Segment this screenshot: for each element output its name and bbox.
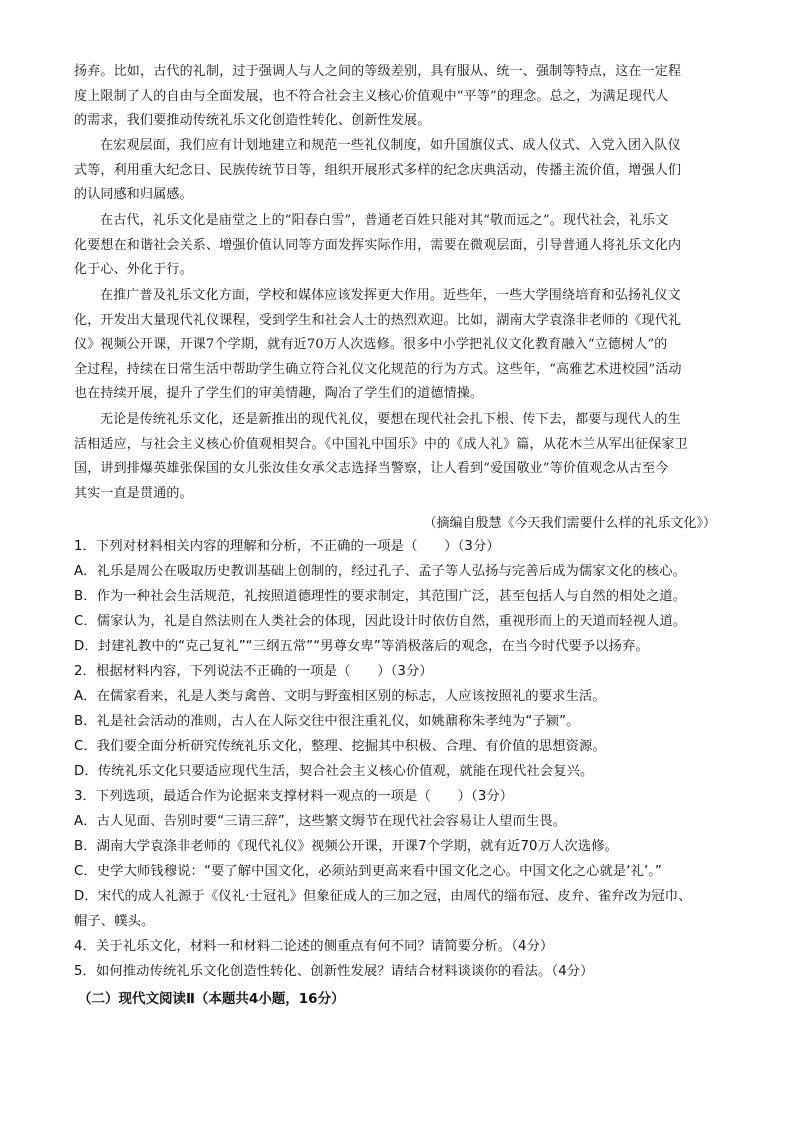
question-option-continued: 帽子、幞头。 (74, 914, 155, 929)
question-2: 2．根据材料内容，下列说法不正确的一项是（ ）（3分） (74, 664, 433, 679)
question-5: 5．如何推动传统礼乐文化创造性转化、创新性发展？请结合材料谈谈你的看法。（4分） (74, 964, 594, 979)
question-option: B．礼是社会活动的准则，古人在人际交往中很注重礼仪，如姚鼐称朱孝纯为“子颍”。 (74, 714, 580, 729)
question-option: C．儒家认为，礼是自然法则在人类社会的体现，因此设计时依仿自然，重视形而上的天道而轻视人道。 (74, 614, 687, 629)
question-3: 3．下列选项，最适合作为论据来支撑材料一观点的一项是（ ）（3分） (74, 789, 514, 804)
text-line: 在推广普及礼乐文化方面，学校和媒体应该发挥更大作用。近些年，一些大学围绕培育和弘扬礼仪文 (100, 288, 681, 303)
text-line: 的认同感和归属感。 (74, 187, 193, 203)
text-line: 在古代，礼乐文化是庙堂之上的“阳春白雪”，普通老百姓只能对其“敬而远之”。现代社会，礼乐文 (100, 213, 669, 228)
question-option: D．宋代的成人礼源于《仪礼·士冠礼》但象征成人的三加之冠，由周代的缁布冠、皮弁、雀弁改为冠巾、 (74, 889, 692, 904)
question-option: C．我们要全面分析研究传统礼乐文化，整理、挖掘其中积极、合理、有价值的思想资源。 (74, 739, 606, 754)
text-line: 化，开发出大量现代礼仪课程，受到学生和社会人士的热烈欢迎。比如，湖南大学袁涤非老师的《现代礼 (74, 312, 682, 328)
question-option: B．湖南大学袁涤非老师的《现代礼仪》视频公开课，开课7个学期，就有近70万人次选修。 (74, 839, 618, 854)
text-line: 活相适应，与社会主义核心价值观相契合。《中国礼中国乐》中的《成人礼》篇，从花木兰从军出征保家卫 (74, 436, 688, 452)
text-line: 的需求，我们要推动传统礼乐文化创造性转化、创新性发展。 (74, 113, 431, 129)
text-line: 在宏观层面，我们应有计划地建立和规范一些礼仪制度，如升国旗仪式、成人仪式、入党入团入队仪 (100, 138, 681, 153)
section-heading: （二）现代文阅读Ⅱ（本题共4小题，16分） (78, 991, 345, 1007)
question-option: A．在儒家看来，礼是人类与禽兽、文明与野蛮相区别的标志，人应该按照礼的要求生活。 (74, 689, 606, 704)
passage-paragraph-4 (74, 284, 728, 407)
passage-paragraph-3 (74, 209, 728, 283)
passage-paragraph-1 (74, 60, 728, 134)
question-1: 1．下列对材料相关内容的理解和分析，不正确的一项是（ ）（3分） (74, 539, 500, 554)
text-line: 仪》视频公开课，开课7个学期，就有近70万人次选修。很多中小学把礼仪文化教育融入“立德树人”的 (74, 337, 668, 353)
text-line: 也在持续开展，提升了学生们的审美情趣，陶冶了学生们的道德情操。 (74, 386, 484, 402)
question-option: B．作为一种社会生活规范，礼按照道德理性的要求制定，其范围广泛，甚至包括人与自然的相处之道。 (74, 589, 687, 604)
text-line: 度上限制了人的自由与全面发展，也不符合社会主义核心价值观中“平等”的理念。总之，为满足现代人 (74, 88, 669, 104)
question-option: D．传统礼乐文化只要适应现代生活，契合社会主义核心价值观，就能在现代社会复兴。 (74, 764, 594, 779)
text-line: 化于心、外化于行。 (74, 262, 193, 278)
question-option: A．礼乐是周公在吸取历史教训基础上创制的，经过孔子、孟子等人弘扬与完善后成为儒家文化的核心。 (74, 564, 687, 579)
text-line: 式等，利用重大纪念日、民族传统节日等，组织开展形式多样的纪念庆典活动，传播主流价值，增强人们 (74, 162, 682, 178)
question-4: 4．关于礼乐文化，材料一和材料二论述的侧重点有何不同？请简要分析。（4分） (74, 939, 554, 954)
text-line: 化要想在和谐社会关系、增强价值认同等方面发挥实际作用，需要在微观层面，引导普通人将礼乐文化内 (74, 237, 682, 253)
text-line: 无论是传统礼乐文化，还是新推出的现代礼仪，要想在现代社会扎下根、传下去，都要与现代人的生 (100, 412, 681, 427)
passage-source: （摘编自殷慧《今天我们需要什么样的礼乐文化》） (423, 516, 716, 531)
passage-paragraph-5 (74, 408, 728, 506)
text-line: 其实一直是贯通的。 (74, 485, 193, 501)
question-option: A．古人见面、告别时要“三请三辞”，这些繁文缛节在现代社会容易让人望而生畏。 (74, 814, 567, 829)
question-option: C．史学大师钱穆说：“要了解中国文化，必须站到更高来看中国文化之心。中国文化之心就是‘礼’。” (74, 864, 663, 879)
passage-paragraph-2 (74, 134, 728, 208)
question-option: D．封建礼教中的“克己复礼”“三纲五常”“男尊女卑”等消极落后的观念，在当今时代要予以扬弃。 (74, 639, 649, 654)
text-line: 全过程，持续在日常生活中帮助学生确立符合礼仪文化规范的行为方式。这些年，“高雅艺术进校园”活动 (74, 361, 682, 377)
text-line: 扬弃。比如，古代的礼制，过于强调人与人之间的等级差别，具有服从、统一、强制等特点，这在一定程 (74, 64, 682, 79)
text-line: 国，讲到排爆英雄张保国的女儿张汝佳女承父志选择当警察，让人看到“爱国敬业”等价值观念从古至今 (74, 461, 669, 477)
